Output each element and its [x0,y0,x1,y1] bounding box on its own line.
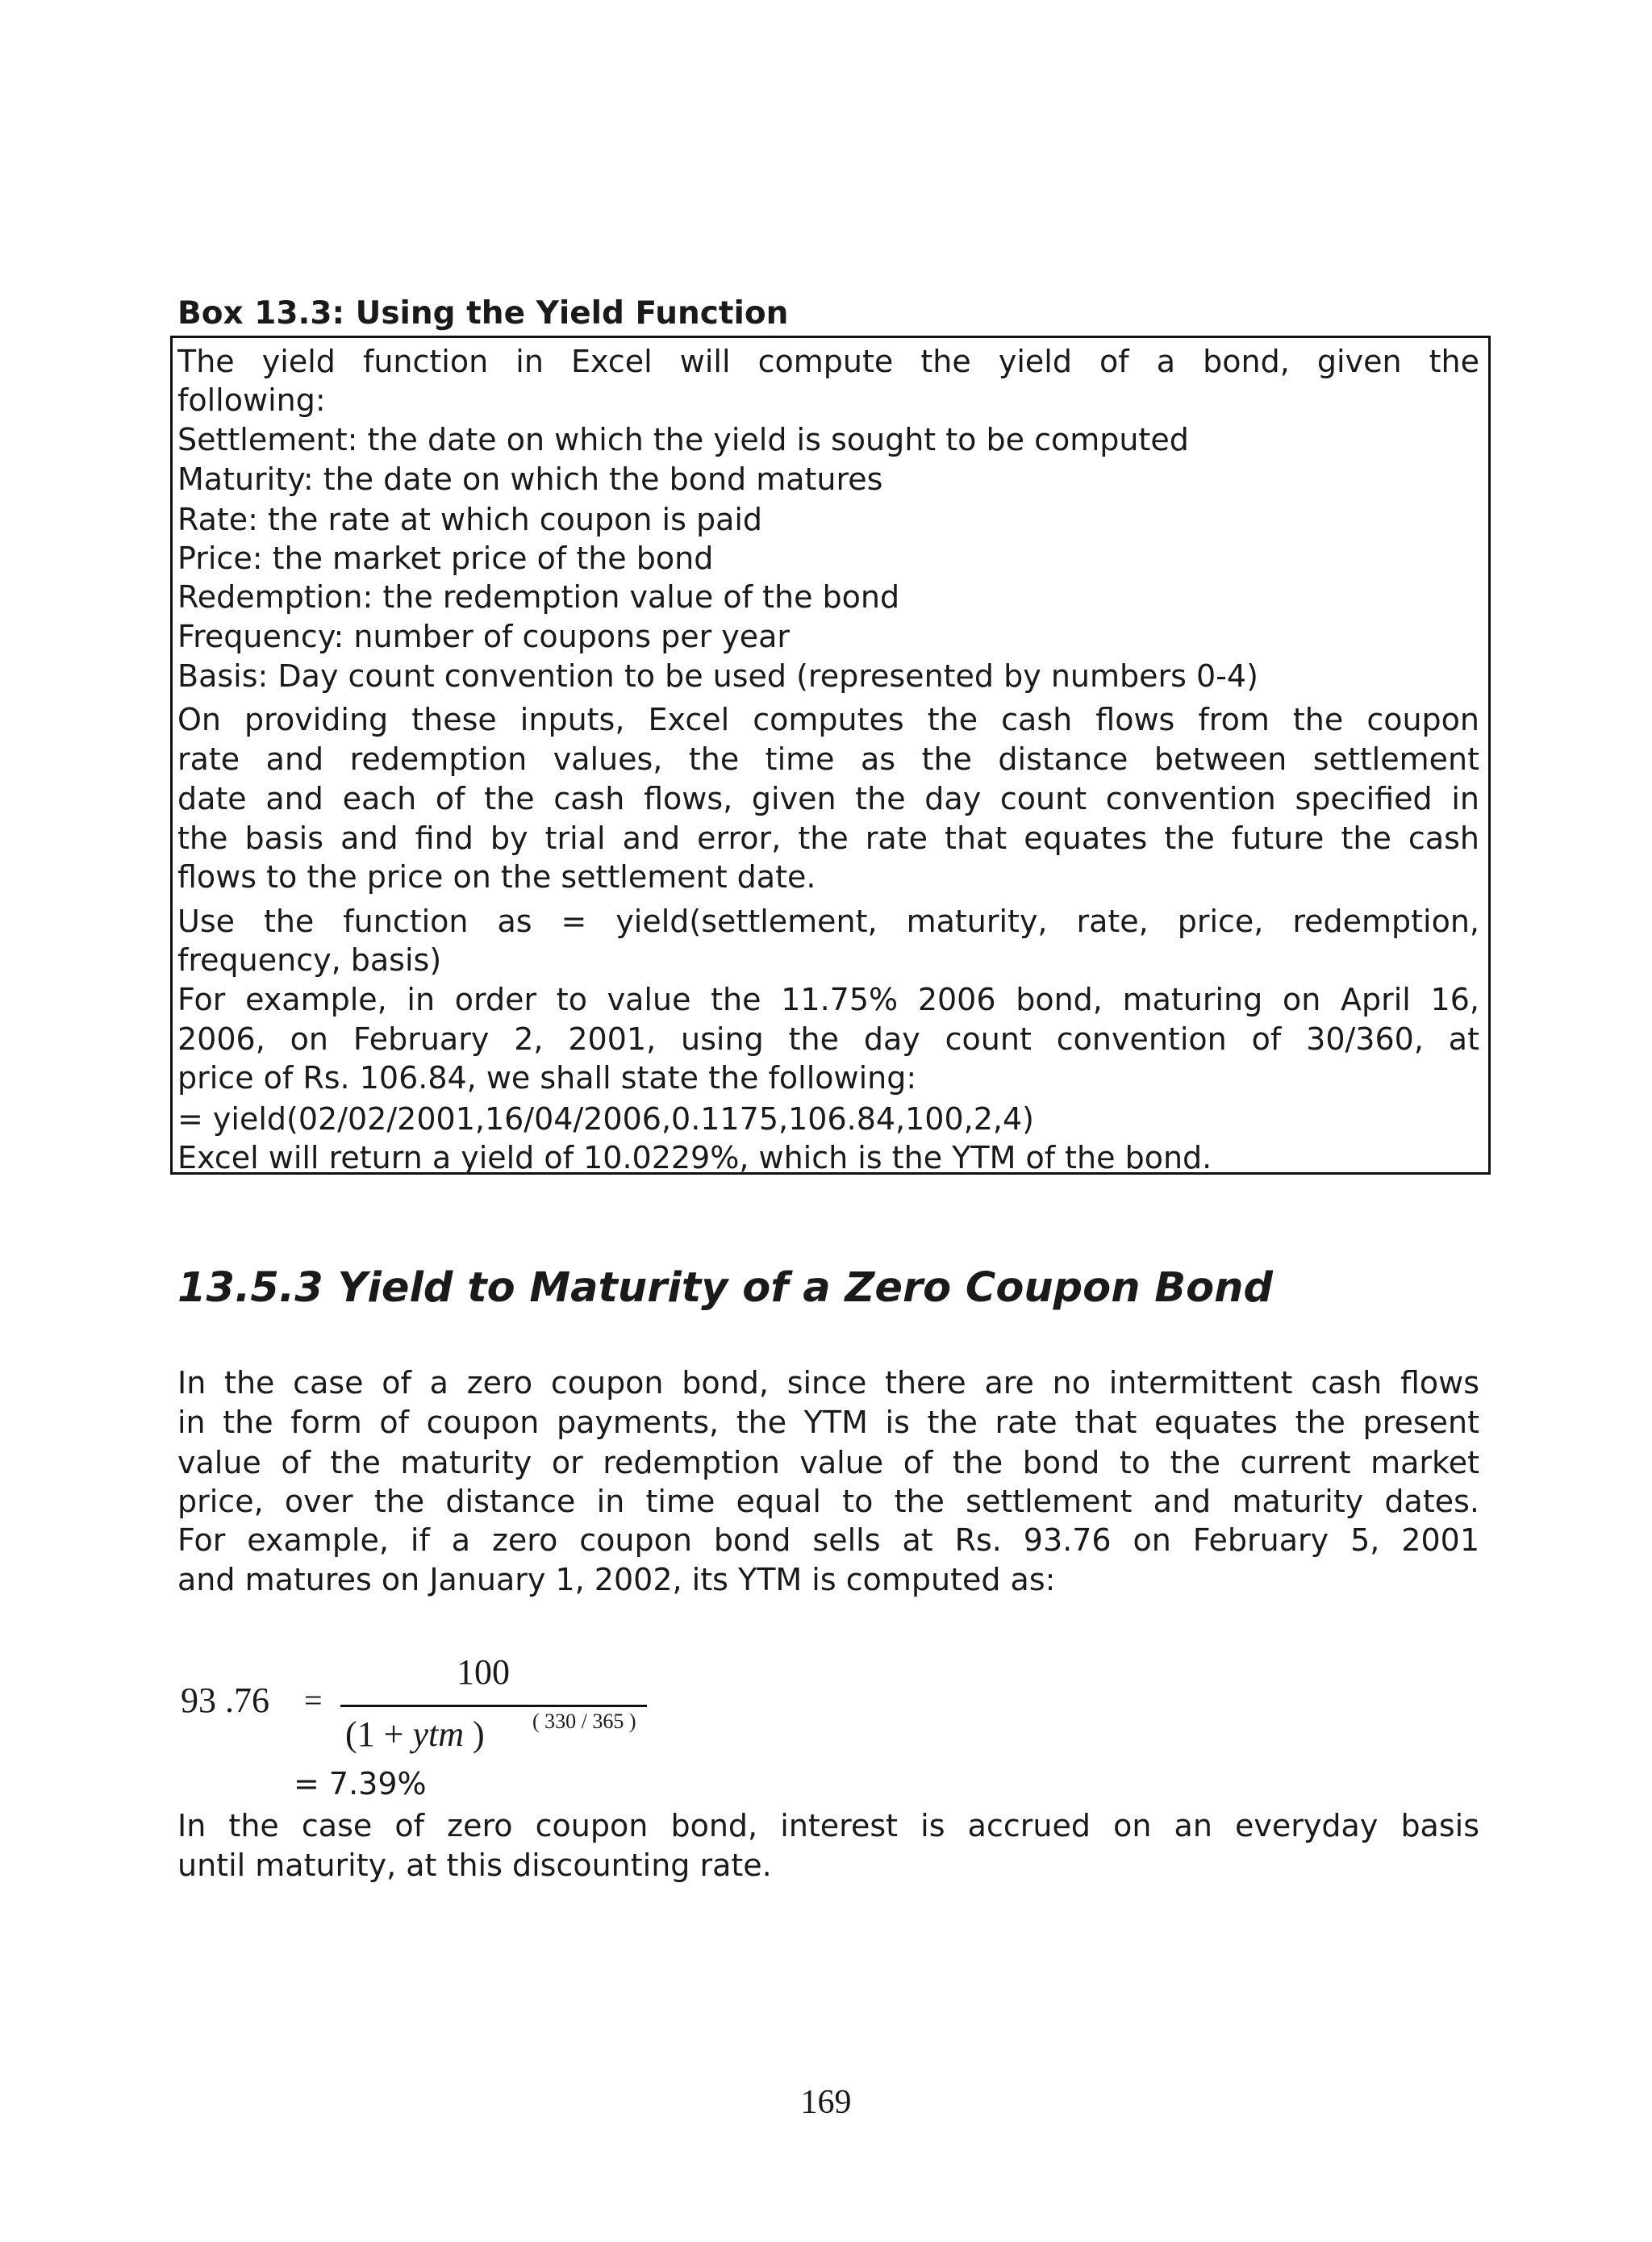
page-number: 169 [800,2084,852,2121]
equation-denominator: (1 + ytm ) [345,1714,485,1754]
box-line: Rate: the rate at which coupon is paid [177,502,763,537]
box-line: Basis: Day count convention to be used (represented by numbers 0-4) [177,658,1258,694]
box-title: Box 13.3: Using the Yield Function [177,295,789,332]
box-line: Frequency: number of coupons per year [177,619,791,654]
box-line: Use the function as = yield(settlement, maturity, rate, price, redemption, [177,904,1479,939]
box-line: Settlement: the date on which the yield is sought to be computed [177,422,1189,457]
paragraph-line: value of the maturity or redemption value of the bond to the current market [177,1445,1479,1480]
box-line: The yield function in Excel will compute the yield of a bond, given the [177,344,1479,379]
paragraph-line: For example, if a zero coupon bond sells at Rs. 93.76 on February 5, 2001 [177,1522,1479,1558]
section-heading: 13.5.3 Yield to Maturity of a Zero Coupon Bond [177,1264,1273,1312]
box-line: the basis and find by trial and error, the rate that equates the future the cash [177,820,1479,856]
equation-numerator: 100 [457,1652,510,1692]
box-line: following: [177,382,326,418]
paragraph-line: until maturity, at this discounting rate. [177,1847,772,1883]
box-line: Redemption: the redemption value of the bond [177,579,900,615]
box-line: On providing these inputs, Excel computes the cash flows from the coupon [177,702,1479,737]
box-line: Maturity: the date on which the bond matures [177,461,883,497]
box-line: = yield(02/02/2001,16/04/2006,0.1175,106.84,100,2,4) [177,1101,1034,1137]
box-line: For example, in order to value the 11.75% 2006 bond, maturing on April 16, [177,982,1479,1017]
box-line: Excel will return a yield of 10.0229%, which is the YTM of the bond. [177,1140,1212,1175]
box-line: flows to the price on the settlement date. [177,859,816,895]
box-line: 2006, on February 2, 2001, using the day count convention of 30/360, at [177,1021,1479,1057]
paragraph-line: In the case of a zero coupon bond, since there are no intermittent cash flows [177,1365,1479,1401]
box-line: price of Rs. 106.84, we shall state the following: [177,1060,917,1096]
box-line: frequency, basis) [177,942,442,978]
fraction-bar [340,1705,647,1707]
equation-equals: = [304,1682,323,1718]
box-line: Price: the market price of the bond [177,541,714,576]
paragraph-line: price, over the distance in time equal to the settlement and maturity dates. [177,1484,1479,1519]
box-line: date and each of the cash flows, given the day count convention specified in [177,781,1479,816]
paragraph-line: In the case of zero coupon bond, interest is accrued on an everyday basis [177,1808,1479,1843]
paragraph-line: and matures on January 1, 2002, its YTM is computed as: [177,1562,1056,1597]
box-line: rate and redemption values, the time as the distance between settlement [177,741,1479,777]
equation-exponent: ( 330 / 365 ) [532,1710,636,1733]
equation-result: = 7.39% [294,1766,427,1802]
equation-lhs: 93 .76 [181,1680,269,1720]
paragraph-line: in the form of coupon payments, the YTM is the rate that equates the present [177,1405,1479,1440]
